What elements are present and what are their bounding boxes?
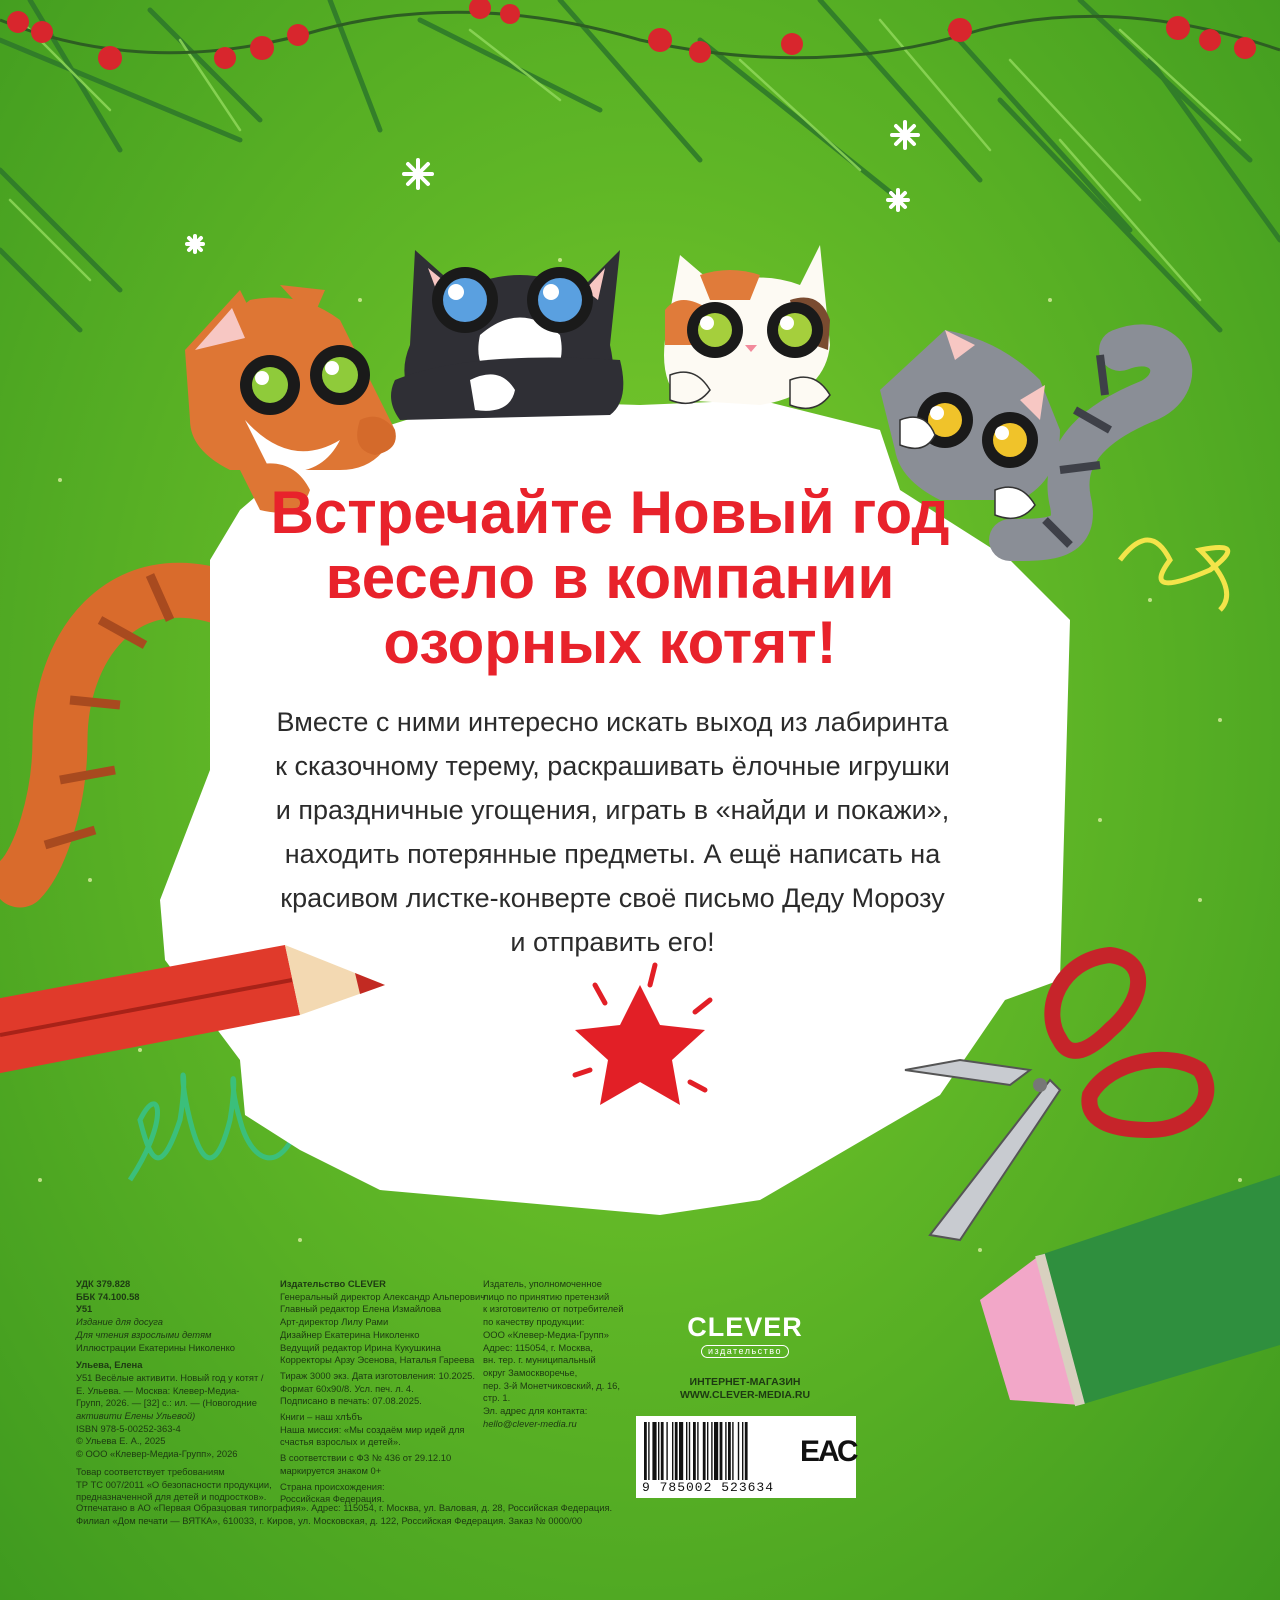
clever-logo: [670, 1313, 820, 1359]
imprint-line: Страна происхождения:: [280, 1480, 385, 1492]
headline: [220, 480, 1000, 675]
barcode-bar: [745, 1422, 748, 1480]
imprint-line: Товар соответствует требованиям: [76, 1465, 225, 1477]
imprint-line: активити Елены Ульевой): [76, 1410, 196, 1422]
imprint-line: Адрес: 115054, г. Москва,: [483, 1341, 593, 1353]
logo-name: CLEVER: [687, 1312, 803, 1342]
fir-branches: [0, 0, 1280, 330]
description-line: к сказочному терему, раскрашивать ёлочные игрушки: [275, 751, 950, 781]
garland-string: [0, 12, 1280, 58]
barcode-bar: [658, 1422, 659, 1480]
imprint-line: Российская Федерация.: [280, 1493, 385, 1505]
barcode-bar: [714, 1422, 718, 1480]
imprint-line: У51 Весёлые активити. Новый год у котят /: [76, 1371, 264, 1383]
imprint-line: Формат 60x90/8. Усл. печ. л. 4.: [280, 1382, 414, 1394]
shop-label: ИНТЕРНЕТ-МАГАЗИН: [689, 1376, 801, 1388]
imprint-line: Издание для досуга: [76, 1316, 164, 1328]
barcode-bar: [686, 1422, 687, 1480]
barcode-bar: [672, 1422, 673, 1480]
barcode-bar: [679, 1422, 683, 1480]
yellow-scribble: [1120, 540, 1228, 610]
imprint-line: У51: [76, 1303, 93, 1315]
barcode-bar: [661, 1422, 664, 1480]
headline-line: весело в компании: [325, 544, 895, 611]
imprint-line: Иллюстрации Екатерины Николенко: [76, 1341, 236, 1353]
imprint-line: © Ульева Е. А., 2025: [76, 1435, 166, 1447]
imprint-line: © ООО «Клевер-Медиа-Групп», 2026: [76, 1448, 238, 1460]
barcode-bar: [693, 1422, 696, 1480]
imprint-line: пер. 3-й Монетчиковский, д. 16,: [483, 1379, 620, 1391]
barcode-bar: [689, 1422, 690, 1480]
barcode-number: 9 785002 523634: [642, 1480, 775, 1495]
headline-line: Встречайте Новый год: [270, 479, 950, 546]
description-line: находить потерянные предметы. А ещё написать на: [284, 839, 941, 869]
description-line: Вместе с ними интересно искать выход из лабиринта: [276, 707, 949, 737]
black-white-cat: [391, 250, 623, 420]
barcode-bar: [697, 1422, 698, 1480]
imprint-column-publisher: [280, 1278, 486, 1506]
logo-subtitle: издательство: [701, 1345, 789, 1358]
barcode-bar: [648, 1422, 649, 1480]
barcode-bar: [728, 1422, 731, 1480]
printing-line: Отпечатано в АО «Первая Образцовая типография». Адрес: 115054, г. Москва, ул. Валовая, д. 28, Российская Федерация.: [76, 1502, 613, 1513]
imprint-line: вн. тер. г. муниципальный: [483, 1354, 596, 1366]
snowflake-icon: [187, 122, 918, 252]
barcode-bar: [666, 1422, 667, 1480]
imprint-line: В соответствии с ФЗ № 436 от 29.12.10: [280, 1452, 452, 1464]
imprint-line: Для чтения взрослыми детям: [76, 1328, 212, 1340]
online-shop: [640, 1376, 850, 1402]
barcode-bar: [725, 1422, 726, 1480]
imprint-line: счастья взрослых и детей».: [280, 1436, 401, 1448]
imprint-line: Эл. адрес для контакта:: [483, 1405, 588, 1417]
imprint-line: Тираж 3000 экз. Дата изготовления: 10.2025.: [280, 1369, 475, 1381]
imprint-line: Ульева, Елена: [76, 1359, 143, 1371]
imprint-line: Арт-директор Лилу Рами: [280, 1316, 389, 1328]
imprint-line: hello@clever-media.ru: [483, 1417, 577, 1429]
barcode-bar: [720, 1422, 723, 1480]
imprint-line: Дизайнер Екатерина Николенко: [280, 1328, 420, 1340]
imprint-line: Генеральный директор Александр Альперович: [280, 1290, 486, 1302]
barcode-bar: [738, 1422, 739, 1480]
headline-line: озорных котят!: [383, 609, 837, 676]
imprint-line: Подписано в печать: 07.08.2025.: [280, 1395, 422, 1407]
imprint-line: Е. Ульева. — Москва: Клевер-Медиа-: [76, 1384, 240, 1396]
imprint-line: лицо по принятию претензий: [483, 1290, 610, 1302]
imprint-line: Издатель, уполномоченное: [483, 1278, 602, 1289]
imprint-line: ISBN 978-5-00252-363-4: [76, 1422, 181, 1434]
imprint-line: стр. 1.: [483, 1392, 511, 1404]
barcode-bar: [742, 1422, 743, 1480]
barcode-bar: [703, 1422, 706, 1480]
barcode-bar: [707, 1422, 708, 1480]
barcode-bar: [644, 1422, 647, 1480]
imprint-line: Книги – наш хлѣбъ: [280, 1411, 363, 1423]
imprint-line: к изготовителю от потребителей: [483, 1303, 624, 1315]
description-line: и праздничные угощения, играть в «найди и покажи»,: [275, 795, 950, 825]
description: [250, 700, 975, 964]
imprint-line: УДК 379.828: [76, 1278, 131, 1289]
green-eraser-pencil: [980, 1175, 1280, 1405]
shop-url: WWW.CLEVER-MEDIA.RU: [679, 1389, 811, 1401]
imprint-line: ББК 74.100.58: [76, 1290, 140, 1302]
barcode-panel: [636, 1416, 856, 1498]
barcode-bar: [732, 1422, 733, 1480]
printing-info: [76, 1501, 776, 1527]
imprint-line: Главный редактор Елена Измайлова: [280, 1303, 442, 1315]
barcode-bar: [652, 1422, 656, 1480]
imprint-line: ООО «Клевер-Медиа-Групп»: [483, 1328, 609, 1340]
barcode-bar: [675, 1422, 678, 1480]
imprint-line: Корректоры Арзу Эсенова, Наталья Гареева: [280, 1354, 475, 1366]
imprint-line: маркируется знаком 0+: [280, 1464, 382, 1476]
description-line: красивом листке-конверте своё письмо Деду Морозу: [280, 883, 945, 913]
imprint-line: по качеству продукции:: [483, 1316, 585, 1328]
imprint-line: ТР ТС 007/2011 «О безопасности продукции,: [76, 1478, 272, 1490]
imprint-line: Издательство CLEVER: [280, 1278, 386, 1289]
imprint-line: Групп, 2026. — [32] с.: ил. — (Новогодние: [76, 1397, 257, 1409]
description-line: и отправить его!: [510, 927, 715, 957]
calico-cat: [664, 245, 830, 408]
imprint-column-contact: [483, 1278, 668, 1430]
imprint-column-classification: [76, 1278, 281, 1504]
printing-line: Филиал «Дом печати — ВЯТКА», 610033, г. Киров, ул. Московская, д. 122, Российская Федерация. Заказ № 0000/00: [76, 1515, 583, 1526]
imprint-line: Наша миссия: «Мы создаём мир идей для: [280, 1423, 465, 1435]
imprint-line: округ Замоскворечье,: [483, 1366, 578, 1378]
barcode: [644, 1422, 794, 1484]
barcode-bar: [711, 1422, 712, 1480]
eac-mark: ЕАС: [800, 1435, 857, 1468]
imprint-line: Ведущий редактор Ирина Кукушкина: [280, 1341, 442, 1353]
imprint-line: предназначенной для детей и подростков».: [76, 1491, 267, 1503]
